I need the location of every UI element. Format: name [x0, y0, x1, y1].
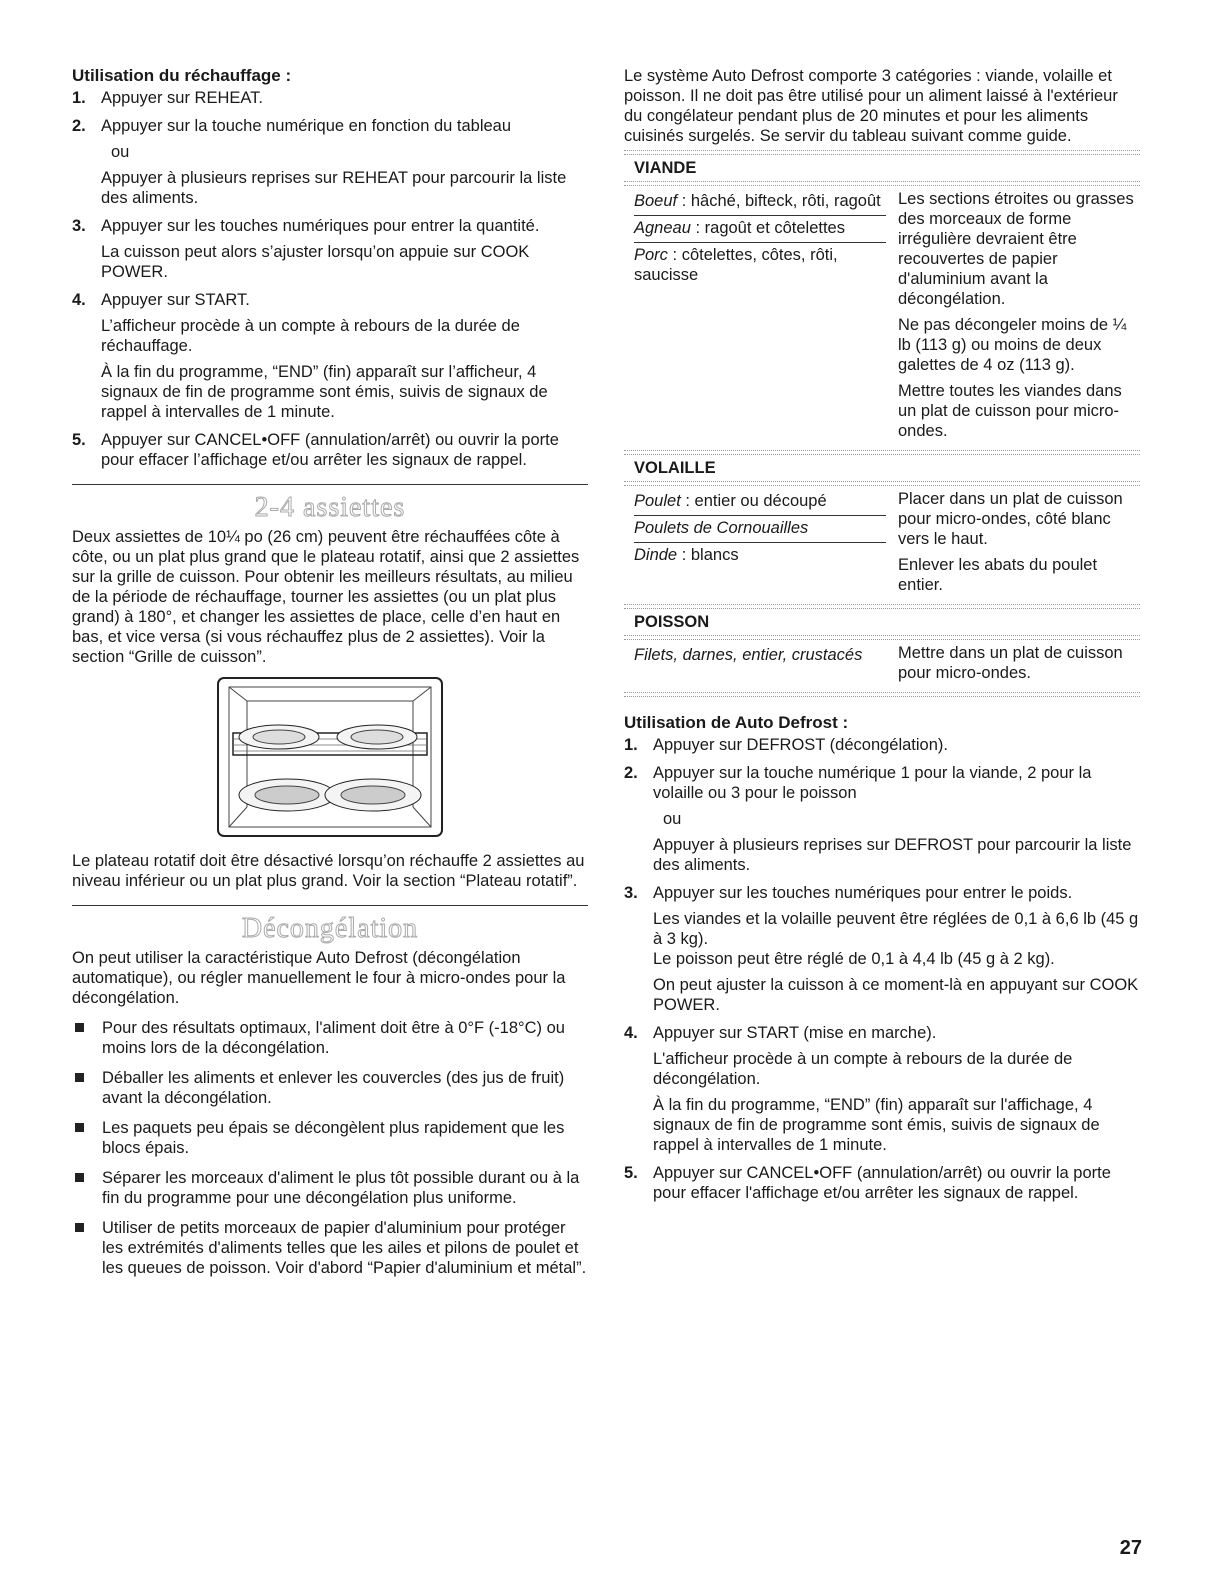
defrost-intro: On peut utiliser la caractéristique Auto Defrost (décongélation automatique), ou régler manuellement le four à micro-ondes pour la décongélation. — [72, 949, 566, 1007]
category-note: Les sections étroites ou grasses des morceaux de forme irrégulière devraient être recouvertes de papier d'aluminium avant la décongélation. — [898, 190, 1134, 308]
tip-item: Les paquets peu épais se décongèlent plus rapidement que les blocs épais. — [72, 1118, 588, 1158]
category-note: Mettre toutes les viandes dans un plat de cuisson pour micro-ondes. — [898, 382, 1122, 440]
reheat-step: 1. Appuyer sur REHEAT. — [72, 89, 264, 107]
defrost-step: 4. Appuyer sur START (mise en marche). L'afficheur procède à un compte à rebours de la durée de décongélation. À la fin du programme, “END” (fin) apparaît sur l'affichage, 4 signaux de fin de programme sont émis, suivis de signaux de rappel à intervalles de 1 minute. — [624, 1024, 1100, 1154]
table-dotted-rule — [624, 692, 1140, 697]
table-dotted-rule — [624, 481, 1140, 486]
page-number: 27 — [1119, 1537, 1142, 1559]
tip-item: Séparer les morceaux d'aliment le plus tôt possible durant ou à la fin du programme pour une décongélation plus uniforme. — [72, 1168, 588, 1208]
table-dotted-rule — [624, 450, 1140, 455]
bullet-square-icon — [75, 1223, 84, 1232]
reheat-steps — [72, 88, 588, 470]
category-viande: VIANDE — [634, 159, 697, 177]
bullet-square-icon — [75, 1023, 84, 1032]
food-item: Dinde : blancs — [634, 546, 739, 564]
defrost-step: 2. Appuyer sur la touche numérique 1 pour la viande, 2 pour la volaille ou 3 pour le poisson ou Appuyer à plusieurs reprises sur DEFROST pour parcourir la liste des aliments. — [624, 764, 1132, 874]
category-volaille: VOLAILLE — [634, 459, 716, 477]
table-dotted-rule — [624, 604, 1140, 609]
section-divider — [72, 905, 588, 906]
category-note: Placer dans un plat de cuisson pour micro-ondes, côté blanc vers le haut. — [898, 490, 1123, 548]
viande-row — [624, 189, 1140, 447]
oven-rack-illustration — [72, 677, 588, 837]
defrost-step: 5. Appuyer sur CANCEL•OFF (annulation/arrêt) ou ouvrir la porte pour effacer l'affichage et/ou arrêter les signaux de rappel. — [624, 1164, 1111, 1202]
defrost-step: 3. Appuyer sur les touches numériques pour entrer le poids. Les viandes et la volaille peuvent être réglées de 0,1 à 6,6 lb (45 g à 3 kg). Le poisson peut être réglé de 0,1 à 4,4 lb (45 g à 2 kg). On peut ajuster la cuisson à ce moment-là en appuyant sur COOK POWER. — [624, 884, 1139, 1014]
tip-item: Pour des résultats optimaux, l'aliment doit être à 0°F (-18°C) ou moins lors de la décongélation. — [72, 1018, 588, 1058]
autodefrost-intro: Le système Auto Defrost comporte 3 catégories : viande, volaille et poisson. Il ne doit pas être utilisé pour un aliment laissé à l'extérieur du congélateur pendant plus de 20 minutes et pour les aliments cuisinés surgelés. Se servir du tableau suivant comme guide. — [624, 67, 1118, 145]
defrost-heading: Décongélation — [241, 913, 419, 944]
reheat-step: 4. Appuyer sur START. L’afficheur procède à un compte à rebours de la durée de réchauffage. À la fin du programme, “END” (fin) apparaît sur l’afficheur, 4 signaux de fin de programme sont émis, suivis de signaux de rappel à intervalles de 1 minute. — [72, 291, 548, 421]
bullet-square-icon — [75, 1073, 84, 1082]
category-note: Mettre dans un plat de cuisson pour micro-ondes. — [898, 644, 1123, 682]
reheat-step: 3. Appuyer sur les touches numériques pour entrer la quantité. La cuisson peut alors s’ajuster lorsqu’on appuie sur COOK POWER. — [72, 217, 540, 281]
plates-heading: 2-4 assiettes — [254, 492, 406, 523]
right-column — [624, 66, 1140, 1211]
category-note: Enlever les abats du poulet entier. — [898, 556, 1098, 594]
bullet-square-icon — [75, 1173, 84, 1182]
autodefrost-steps — [624, 735, 1140, 1203]
food-item: Poulet : entier ou découpé — [634, 489, 886, 516]
table-dotted-rule — [624, 150, 1140, 155]
section-divider — [72, 484, 588, 485]
defrost-tips — [72, 1018, 588, 1278]
poisson-row — [624, 643, 1140, 689]
autodefrost-title: Utilisation de Auto Defrost : — [624, 713, 849, 732]
defrost-step: 1. Appuyer sur DEFROST (décongélation). — [624, 736, 948, 754]
plates-text: Deux assiettes de 10¼ po (26 cm) peuvent être réchauffées côte à côte, ou un plat plus grand que le plateau rotatif, ainsi que 2 assiettes sur la grille de cuisson. Pour obtenir les meilleurs résultats, au milieu de la période de réchauffage, tourner les assiettes (ou un plat plus grand) à 180°, et changer les assiettes de place, celle d’en haut en bas, et vice versa (si vous réchauffez plus de 2 assiettes). Voir la section “Grille de cuisson”. — [72, 528, 580, 666]
tip-item: Déballer les aliments et enlever les couvercles (des jus de fruit) avant la décongélation. — [72, 1068, 588, 1108]
category-note: Ne pas décongeler moins de ¼ lb (113 g) ou moins de deux galettes de 4 oz (113 g). — [898, 316, 1127, 374]
oven-illustration-svg — [217, 677, 443, 837]
tip-item: Utiliser de petits morceaux de papier d'aluminium pour protéger les extrémités d'aliments telles que les ailes et pilons de poulet et les queues de poisson. Voir d'abord “Papier d'aluminium et métal”. — [72, 1218, 588, 1278]
food-item: Poulets de Cornouailles — [634, 516, 886, 543]
plates-caption: Le plateau rotatif doit être désactivé lorsqu’on réchauffe 2 assiettes au niveau inférieur ou un plat plus grand. Voir la section “Plateau rotatif”. — [72, 852, 585, 890]
table-dotted-rule — [624, 181, 1140, 186]
bullet-square-icon — [75, 1123, 84, 1132]
reheat-step: 5. Appuyer sur CANCEL•OFF (annulation/arrêt) ou ouvrir la porte pour effacer l’affichage et/ou arrêter les signaux de rappel. — [72, 431, 559, 469]
food-item: Agneau : ragoût et côtelettes — [634, 216, 886, 243]
reheat-step: 2. Appuyer sur la touche numérique en fonction du tableau ou Appuyer à plusieurs reprises sur REHEAT pour parcourir la liste des aliments. — [72, 117, 567, 207]
reheat-title: Utilisation du réchauffage : — [72, 66, 292, 85]
volaille-row — [624, 489, 1140, 601]
food-item: Boeuf : hâché, bifteck, rôti, ragoût — [634, 189, 886, 216]
category-poisson: POISSON — [634, 613, 710, 631]
left-column — [72, 66, 588, 1288]
food-item: Porc : côtelettes, côtes, rôti, saucisse — [634, 246, 838, 284]
food-item: Filets, darnes, entier, crustacés — [634, 646, 863, 664]
table-dotted-rule — [624, 635, 1140, 640]
